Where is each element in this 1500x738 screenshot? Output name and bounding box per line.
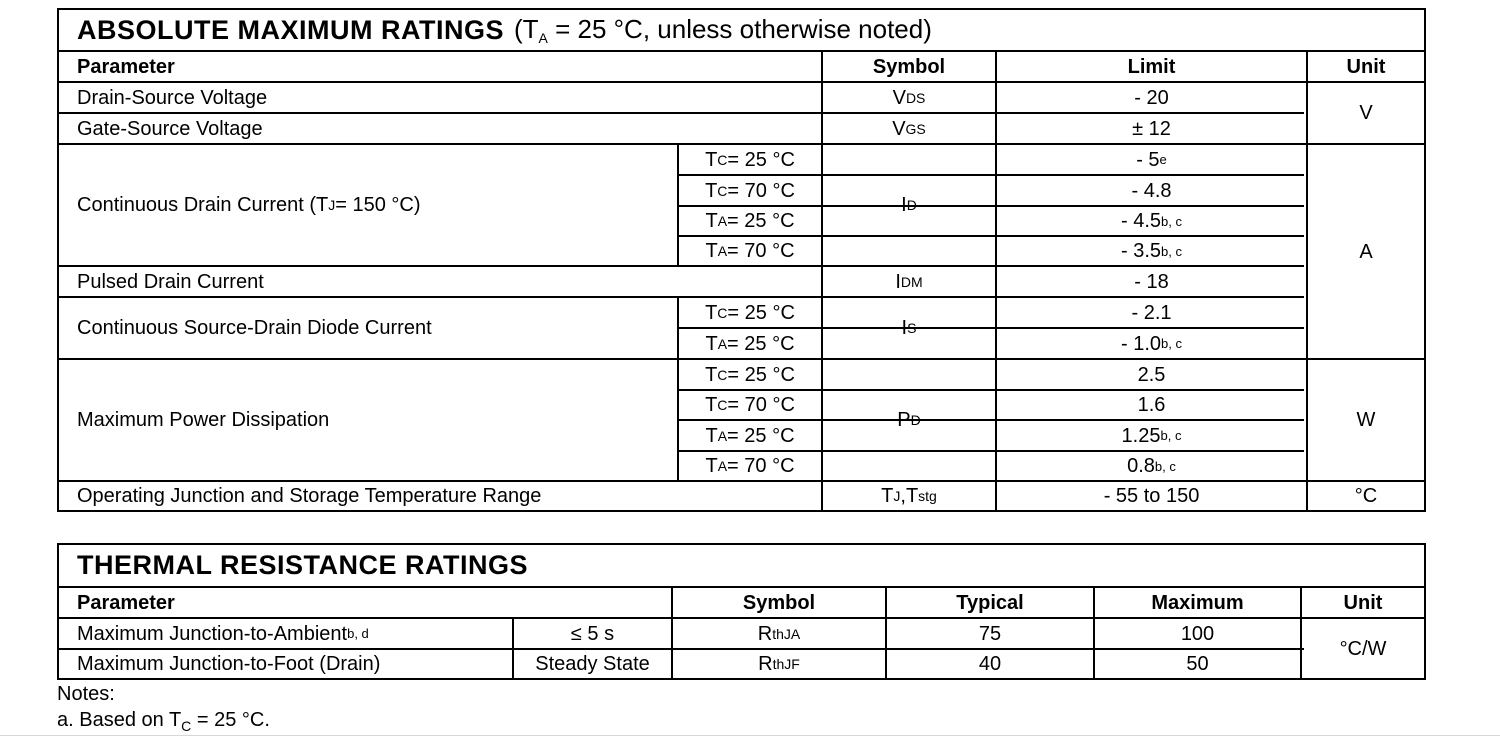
absolute-maximum-ratings-table	[57, 8, 1426, 512]
symbol-rthja: R thJA	[757, 622, 801, 645]
header-maximum: Maximum	[1151, 591, 1244, 614]
condition: T C = 25 °C	[705, 301, 795, 324]
param-gate-source-voltage: Gate-Source Voltage	[77, 117, 263, 140]
limit-value: - 4.5 b, c	[1121, 210, 1182, 232]
header-parameter: Parameter	[77, 55, 175, 78]
condition: T C = 25 °C	[705, 363, 795, 386]
limit-value: - 2.1	[1131, 301, 1172, 324]
maximum-value: 50	[1186, 653, 1209, 675]
unit-celsius: °C	[1354, 485, 1378, 507]
condition: T A = 25 °C	[705, 210, 795, 232]
unit-watt: W	[1356, 409, 1376, 431]
symbol-rthjf: R thJF	[758, 653, 800, 675]
symbol-id: I D	[901, 194, 917, 216]
maximum-value: 100	[1180, 622, 1215, 645]
condition: Steady State	[535, 653, 650, 675]
limit-value: - 3.5 b, c	[1121, 240, 1182, 262]
condition: T A = 70 °C	[705, 455, 795, 477]
param-drain-source-voltage: Drain-Source Voltage	[77, 86, 268, 109]
table-title	[59, 10, 1424, 50]
unit-celsius-per-watt: °C/W	[1339, 637, 1387, 660]
header-unit: Unit	[1346, 55, 1386, 78]
table-title-condition: ($T_A = 25$ °C, unless otherwise noted)	[513, 13, 932, 46]
param-junction-to-foot: Maximum Junction-to-Foot (Drain)	[77, 653, 381, 675]
thermal-resistance-table	[57, 543, 1426, 680]
limit-value: - 1.0 b, c	[1121, 332, 1182, 355]
table-title-text: THERMAL RESISTANCE RATINGS	[77, 550, 529, 580]
param-temperature-range: Operating Junction and Storage Temperature Range	[77, 485, 542, 507]
limit-vds: - 20	[1134, 86, 1169, 109]
header-symbol: Symbol	[872, 55, 946, 78]
typical-value: 75	[978, 622, 1002, 645]
header-symbol: Symbol	[742, 591, 816, 614]
condition: T C = 70 °C	[705, 179, 795, 202]
note-a: a. Based on $T_C = 25$ °C.	[57, 709, 270, 734]
param-source-drain-diode-current: Continuous Source-Drain Diode Current	[77, 317, 432, 339]
limit-value: 1.6	[1137, 394, 1166, 416]
condition: T A = 25 °C	[705, 424, 795, 447]
symbol-pd: P D	[897, 409, 921, 431]
condition: ≤ 5 s	[570, 622, 615, 645]
limit-vgs: ± 12	[1132, 117, 1171, 140]
param-junction-to-ambient: Maximum Junction-to-Ambient b, d	[77, 622, 369, 645]
condition: T C = 70 °C	[705, 394, 795, 416]
limit-idm: - 18	[1134, 270, 1169, 293]
table-title	[59, 545, 1424, 586]
limit-temperature: - 55 to 150	[1103, 485, 1200, 507]
limit-value: - 4.8	[1131, 179, 1172, 202]
symbol-vgs: V GS	[892, 117, 926, 140]
header-unit: Unit	[1343, 591, 1383, 614]
limit-value: - 5 e	[1136, 148, 1167, 171]
symbol-vds: V DS	[892, 86, 926, 109]
limit-value: 1.25 b, c	[1121, 424, 1182, 447]
condition: T A = 70 °C	[705, 240, 795, 262]
typical-value: 40	[978, 653, 1002, 675]
symbol-idm: I DM	[895, 270, 923, 293]
limit-value: 2.5	[1137, 363, 1166, 386]
param-max-power-dissipation: Maximum Power Dissipation	[77, 409, 330, 431]
header-typical: Typical	[956, 591, 1024, 614]
page-edge	[0, 735, 1500, 736]
header-limit: Limit	[1127, 55, 1176, 78]
limit-value: 0.8 b, c	[1127, 455, 1176, 477]
param-continuous-drain-current: Continuous Drain Current (T J = 150 °C)	[77, 194, 421, 216]
notes-heading: Notes:	[57, 683, 115, 705]
symbol-tj-tstg: T J , T stg	[881, 485, 937, 507]
header-parameter: Parameter	[77, 591, 175, 614]
condition: T C = 25 °C	[705, 148, 795, 171]
condition: T A = 25 °C	[705, 332, 795, 355]
unit-volt: V	[1359, 102, 1373, 124]
param-pulsed-drain-current: Pulsed Drain Current	[77, 270, 264, 293]
table-title-text: ABSOLUTE MAXIMUM RATINGS	[77, 14, 504, 45]
unit-amp: A	[1359, 240, 1373, 263]
symbol-is: I S	[901, 317, 917, 339]
